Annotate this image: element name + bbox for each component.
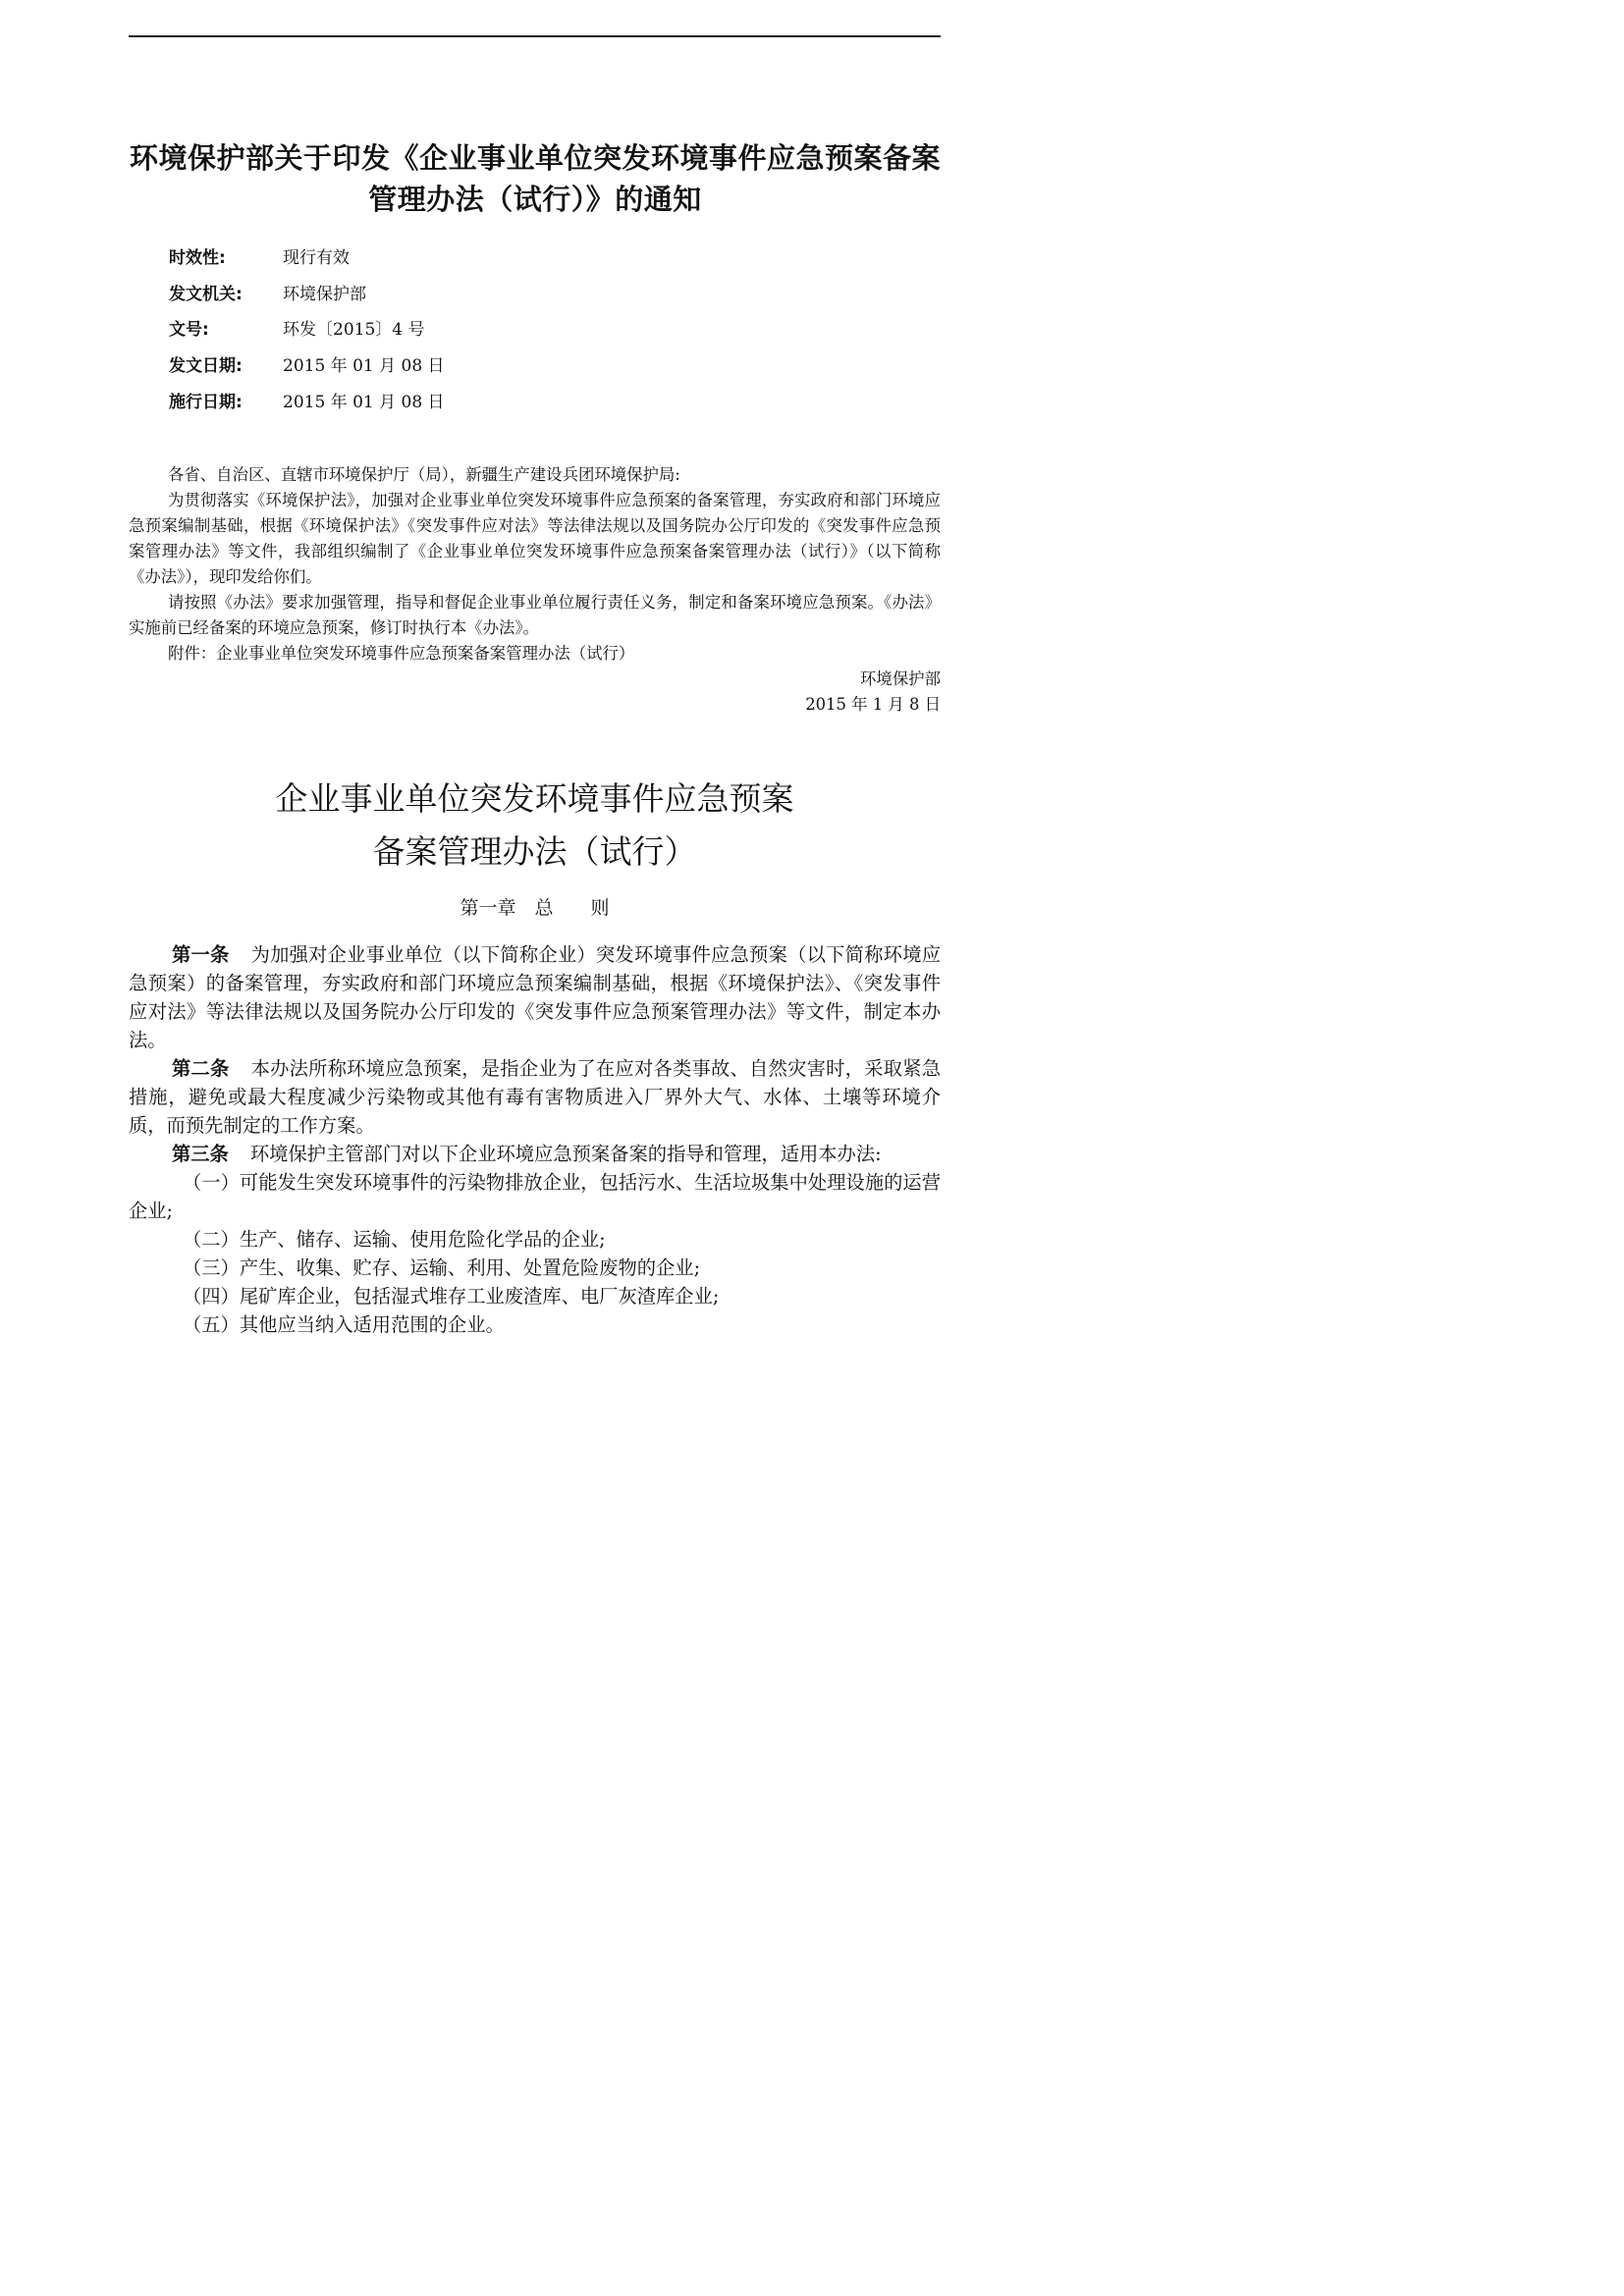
- law-title: [129, 773, 941, 879]
- meta-value: 现行有效: [283, 247, 350, 268]
- meta-label: 施行日期:: [169, 392, 243, 412]
- meta-value: 2015 年 01 月 08 日: [283, 355, 445, 376]
- metadata-table: [169, 238, 445, 417]
- article-text: 环境保护主管部门对以下企业环境应急预案备案的指导和管理，适用本办法:: [249, 1143, 882, 1165]
- notice-body: [129, 462, 941, 718]
- notice-signer: 环境保护部: [860, 669, 941, 688]
- list-item: （一）可能发生突发环境事件的污染物排放企业，包括污水、生活垃圾集中处理设施的运营企业;: [129, 1171, 941, 1222]
- article-number: 第一条: [172, 943, 230, 966]
- notice-attachment: 附件：企业事业单位突发环境事件应急预案备案管理办法（试行）: [168, 644, 635, 663]
- article-text: 本办法所称环境应急预案，是指企业为了在应对各类事故、自然灾害时，采取紧急措施，避免或最大程度减少污染物或其他有毒有害物质进入厂界外大气、水体、土壤等环境介质，而预先制定的工作方案。: [129, 1057, 942, 1137]
- notice-paragraph-1: 为贯彻落实《环境保护法》，加强对企业事业单位突发环境事件应急预案的备案管理，夯实政府和部门环境应急预案编制基础，根据《环境保护法》《突发事件应对法》等法律法规以及国务院办公厅印发的《突发事件应急预案管理办法》等文件，我部组织编制了《企业事业单位突发环境事件应急预案备案管理办法（试行）》（以下简称《办法》），现印发给你们。: [129, 491, 941, 586]
- article-2: [129, 1054, 941, 1140]
- meta-label: 发文机关:: [169, 284, 243, 304]
- law-title-line-1: 企业事业单位突发环境事件应急预案: [275, 779, 794, 818]
- notice-paragraph-2: 请按照《办法》要求加强管理，指导和督促企业事业单位履行责任义务，制定和备案环境应急预案。《办法》实施前已经备案的环境应急预案，修订时执行本《办法》。: [129, 593, 941, 637]
- article-number: 第三条: [172, 1143, 229, 1165]
- law-body: [129, 940, 941, 1339]
- notice-title: [118, 137, 952, 220]
- list-item: （三）产生、收集、贮存、运输、利用、处置危险废物的企业;: [183, 1256, 701, 1279]
- notice-title-line-2: 管理办法（试行）》的通知: [368, 183, 702, 216]
- meta-row-issuer: [169, 274, 445, 310]
- article-text: 为加强对企业事业单位（以下简称企业）突发环境事件应急预案（以下简称环境应急预案）的备案管理，夯实政府和部门环境应急预案编制基础，根据《环境保护法》、《突发事件应对法》等法律法规以及国务院办公厅印发的《突发事件应急预案管理办法》等文件，制定本办法。: [129, 943, 942, 1051]
- article-number: 第二条: [172, 1057, 230, 1080]
- notice-addressee: 各省、自治区、直辖市环境保护厅（局），新疆生产建设兵团环境保护局:: [168, 465, 680, 484]
- header-rule: [129, 35, 941, 37]
- meta-label: 发文日期:: [169, 355, 243, 376]
- meta-value: 2015 年 01 月 08 日: [283, 392, 445, 412]
- list-item: （二）生产、储存、运输、使用危险化学品的企业;: [183, 1228, 606, 1251]
- meta-row-issue-date: [169, 346, 445, 382]
- meta-row-effective-date: [169, 382, 445, 418]
- article-1: [129, 940, 941, 1054]
- meta-label: 文号:: [169, 320, 209, 341]
- notice-date: 2015 年 1 月 8 日: [805, 695, 941, 714]
- law-title-line-2: 备案管理办法（试行）: [372, 832, 697, 871]
- notice-title-line-1: 环境保护部关于印发《企业事业单位突发环境事件应急预案备案: [129, 141, 941, 175]
- article-3: [129, 1140, 941, 1168]
- meta-value: 环发〔2015〕4 号: [283, 320, 425, 341]
- meta-row-validity: [169, 238, 445, 274]
- list-item: （四）尾矿库企业，包括湿式堆存工业废渣库、电厂灰渣库企业;: [183, 1285, 720, 1308]
- meta-value: 环境保护部: [283, 284, 366, 304]
- meta-label: 时效性:: [169, 247, 226, 268]
- meta-row-doc-number: [169, 309, 445, 346]
- chapter-heading: 第一章 总 则: [460, 897, 610, 919]
- list-item: （五）其他应当纳入适用范围的企业。: [183, 1313, 505, 1336]
